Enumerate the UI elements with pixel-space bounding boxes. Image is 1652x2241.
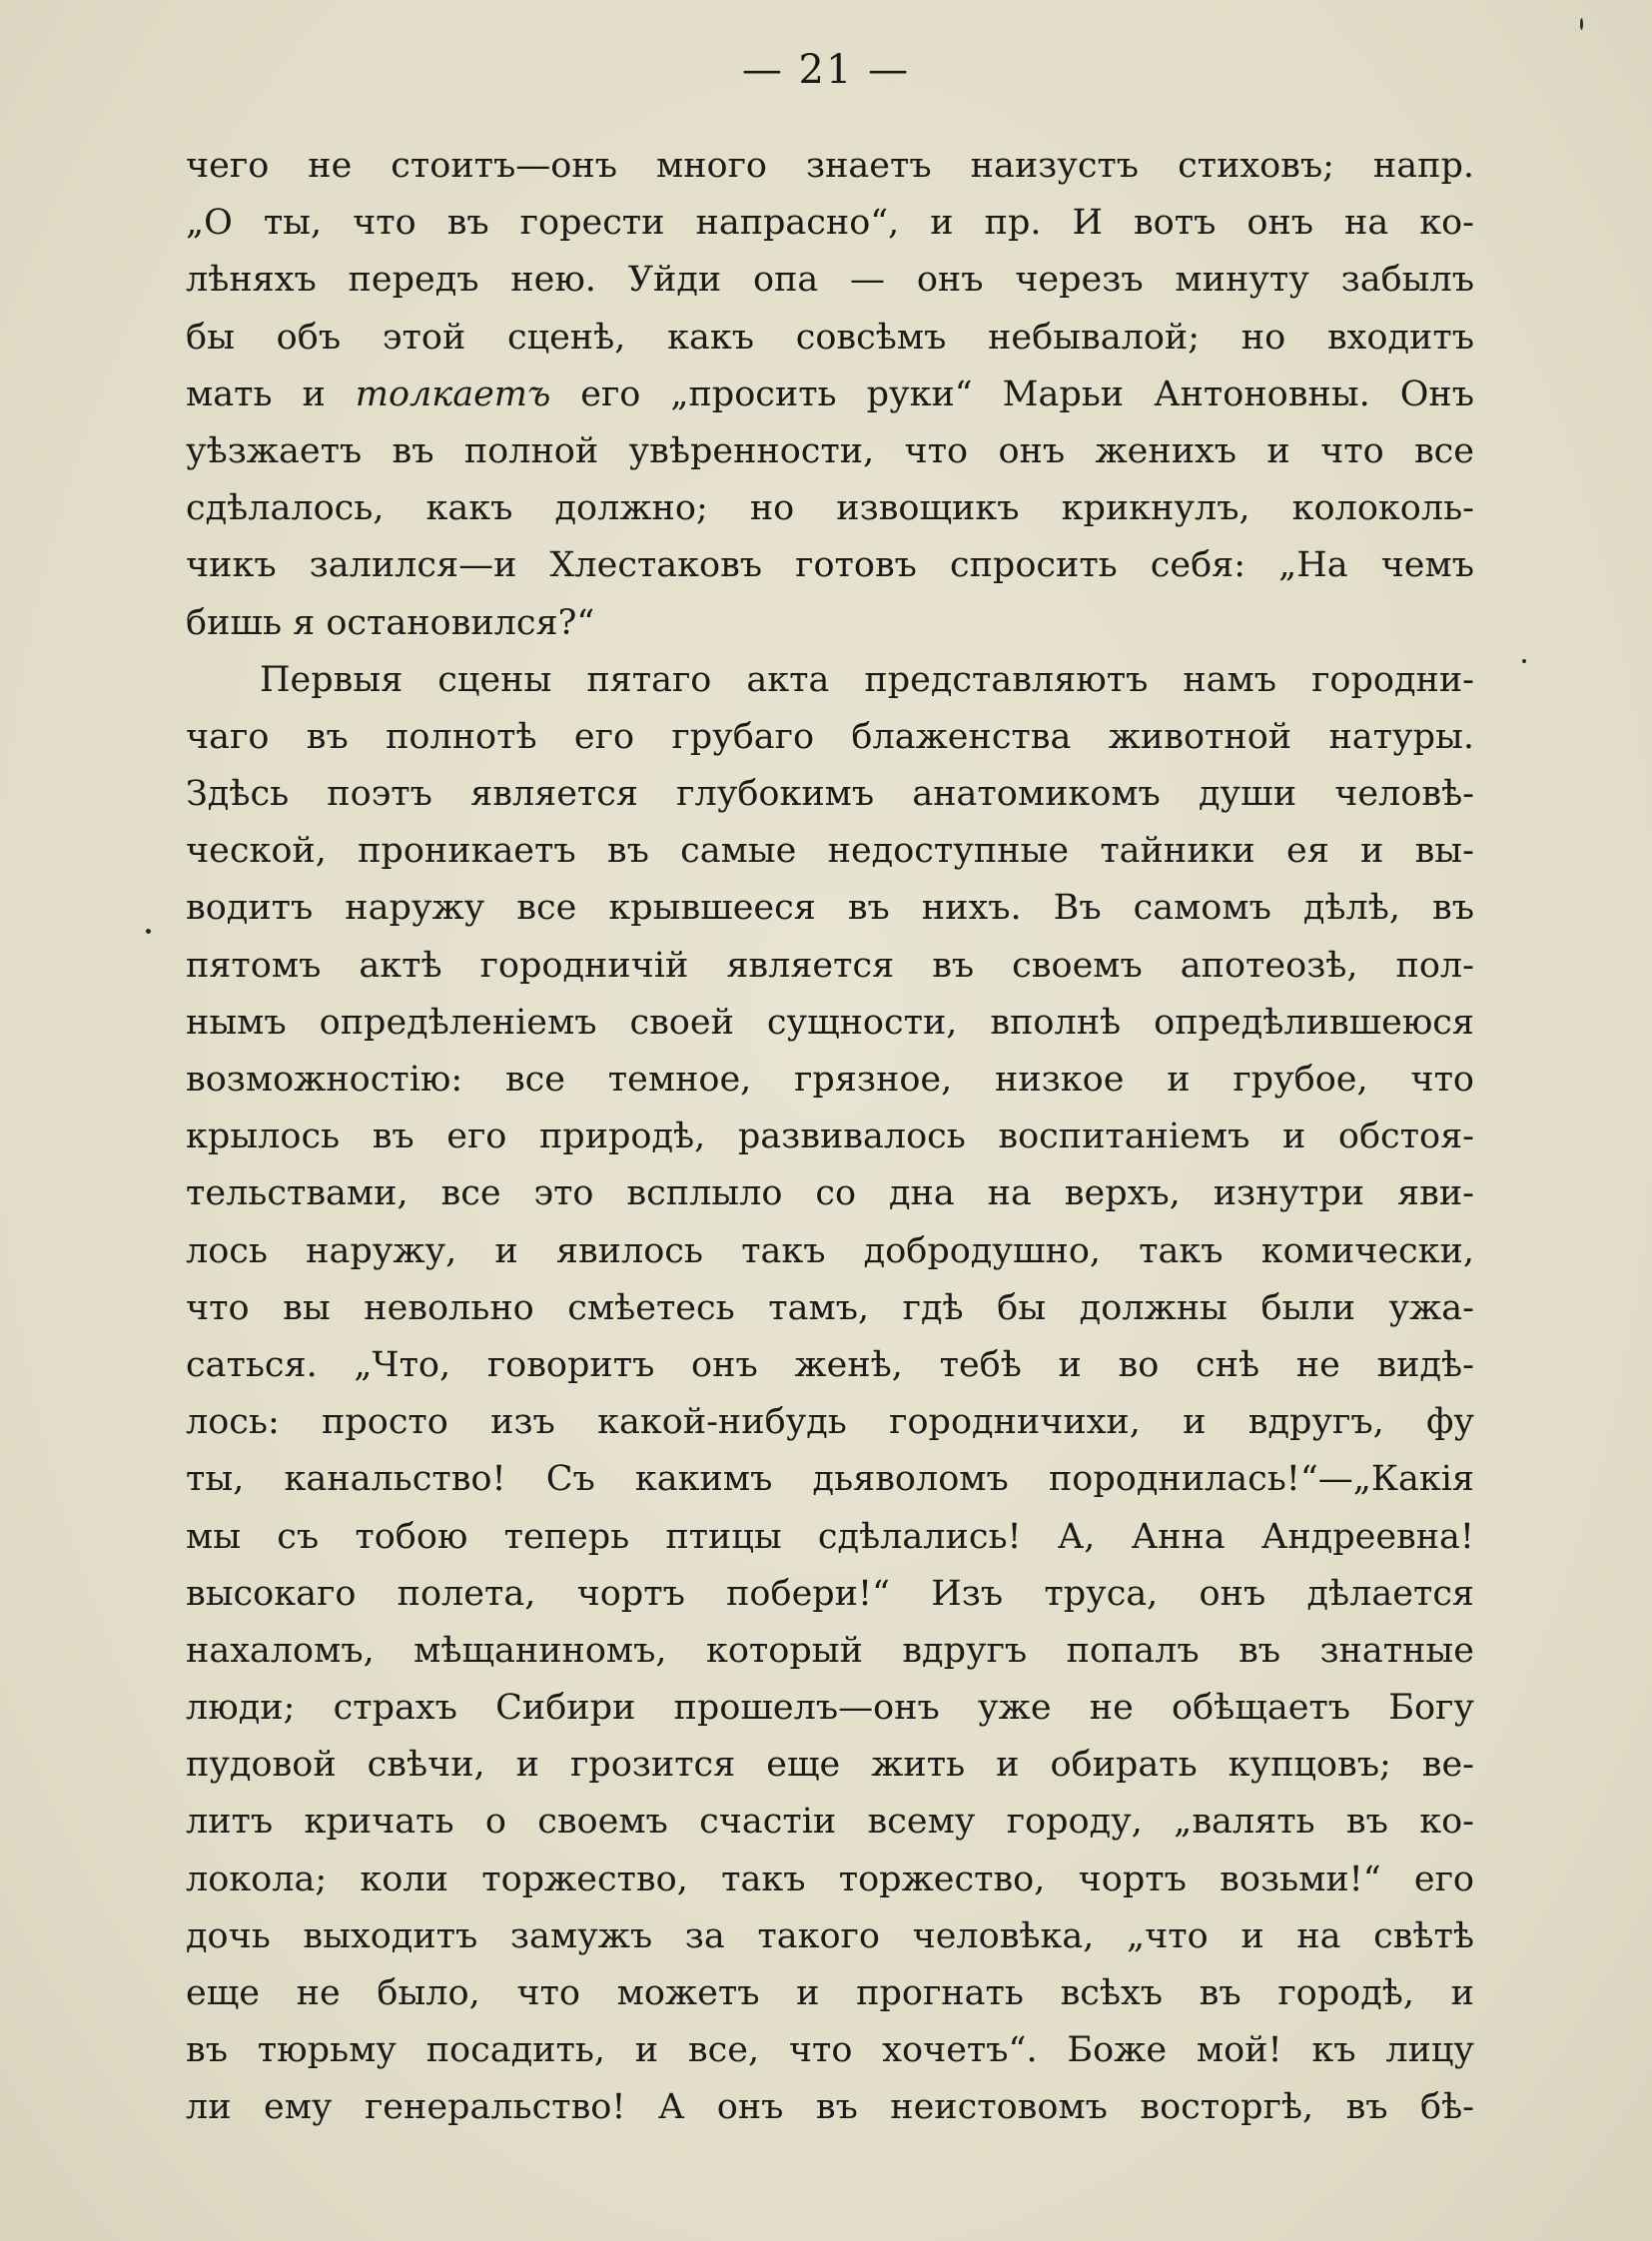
text-line: водитъ наружу все крывшееся въ нихъ. Въ самомъ дѣлѣ, въ: [186, 888, 1474, 929]
text-line: чего не стоитъ—онъ много знаетъ наизустъ стиховъ; напр.: [186, 146, 1474, 186]
text-line: ческой, проникаетъ въ самые недоступные тайники ея и вы-: [186, 831, 1474, 872]
text-line: локола; коли торжество, такъ торжество, чортъ возьми!“ его: [186, 1859, 1474, 1899]
text-line: дочь выходитъ замужъ за такого человѣка, „что и на свѣтѣ: [186, 1915, 1474, 1956]
text-line: уѣзжаетъ въ полной увѣренности, что онъ женихъ и что все: [186, 430, 1474, 471]
italic-emphasis: толкаетъ: [355, 374, 551, 414]
scan-speck: [1580, 18, 1583, 30]
text-line: „О ты, что въ горести напрасно“, и пр. И вотъ онъ на ко-: [186, 203, 1474, 244]
text-line: въ тюрьму посадить, и все, что хочетъ“. Боже мой! къ лицу: [186, 2030, 1474, 2071]
text-line: лось: просто изъ какой-нибудь городничихи, и вдругъ, фу: [186, 1402, 1474, 1443]
body-text: [186, 138, 1474, 2137]
text-line: высокаго полета, чортъ побери!“ Изъ труса, онъ дѣлается: [186, 1573, 1474, 1614]
text-line: пудовой свѣчи, и грозится еще жить и обирать купцовъ; ве-: [186, 1745, 1474, 1786]
text-segment: мать и: [186, 374, 356, 414]
text-line: тельствами, все это всплыло со дна на верхъ, изнутри яви-: [186, 1173, 1474, 1214]
text-line: литъ кричать о своемъ счастіи всему городу, „валять въ ко-: [186, 1802, 1474, 1843]
text-line: сдѣлалось, какъ должно; но извощикъ крикнулъ, колоколь-: [186, 488, 1474, 529]
text-line: бишь я остановился?“: [186, 602, 595, 643]
scan-speck: [1522, 659, 1526, 663]
text-line: бы объ этой сценѣ, какъ совсѣмъ небывалой; но входитъ: [186, 317, 1474, 358]
text-line: лѣняхъ передъ нею. Уйди опа — онъ черезъ минуту забылъ: [186, 260, 1474, 301]
text-line: Здѣсь поэтъ является глубокимъ анатомикомъ души человѣ-: [186, 774, 1474, 815]
text-line: ты, канальство! Съ какимъ дьяволомъ породнилась!“—„Какія: [186, 1459, 1474, 1500]
text-line: еще не было, что можетъ и прогнать всѣхъ въ городѣ, и: [186, 1973, 1474, 2013]
text-line: что вы невольно смѣетесь тамъ, гдѣ бы должны были ужа-: [186, 1287, 1474, 1328]
text-line: лось наружу, и явилось такъ добродушно, такъ комически,: [186, 1230, 1474, 1271]
text-line: чаго въ полнотѣ его грубаго блаженства животной натуры.: [186, 716, 1474, 757]
text-line: люди; страхъ Сибири прошелъ—онъ уже не обѣщаетъ Богу: [186, 1688, 1474, 1729]
text-line: чикъ залился—и Хлестаковъ готовъ спросить себя: „На чемъ: [186, 545, 1474, 586]
text-line: ли ему генеральство! А онъ въ неистовомъ восторгѣ, въ бѣ-: [186, 2087, 1474, 2128]
text-line: [186, 367, 1474, 423]
text-line: нахаломъ, мѣщаниномъ, который вдругъ попалъ въ знатные: [186, 1630, 1474, 1671]
scan-speck: [146, 929, 151, 934]
text-segment: его „просить руки“ Марьи Антоновны. Онъ: [550, 374, 1474, 414]
text-line: саться. „Что, говоритъ онъ женѣ, тебѣ и во снѣ не видѣ-: [186, 1344, 1474, 1385]
text-line: возможностію: все темное, грязное, низкое и грубое, что: [186, 1060, 1474, 1100]
text-line: пятомъ актѣ городничій является въ своемъ апотеозѣ, пол-: [186, 945, 1474, 986]
text-line: Первыя сцены пятаго акта представляютъ намъ городни-: [260, 659, 1474, 700]
text-line: нымъ опредѣленіемъ своей сущности, вполнѣ опредѣлившеюся: [186, 1002, 1474, 1043]
text-line: крылось въ его природѣ, развивалось воспитаніемъ и обстоя-: [186, 1117, 1474, 1157]
page-number: — 21 —: [741, 47, 911, 93]
text-line: мы съ тобою теперь птицы сдѣлались! А, Анна Андреевна!: [186, 1516, 1474, 1557]
